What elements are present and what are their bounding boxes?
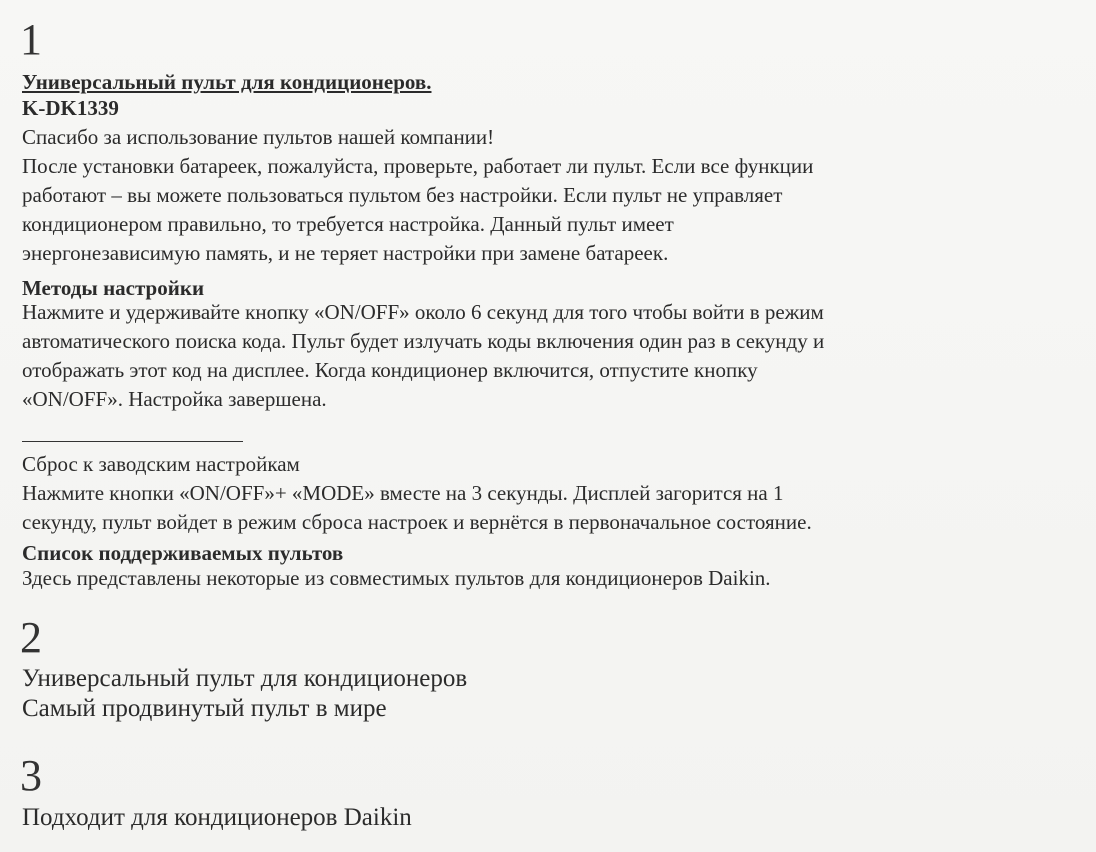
section-number-3: 3 xyxy=(20,751,42,800)
section2-text xyxy=(22,664,467,724)
section-number-2: 2 xyxy=(20,613,42,662)
document-title: Универсальный пульт для кондиционеров. xyxy=(22,70,432,94)
divider-line xyxy=(22,441,243,442)
section-number-1: 1 xyxy=(20,15,42,64)
section3-line1: Подходит для кондиционеров Daikin xyxy=(22,804,412,831)
intro-line: кондиционером правильно, то требуется настройка. Данный пульт имеет xyxy=(22,212,674,236)
supported-line: Здесь представлены некоторые из совместимых пультов для кондиционеров Daikin. xyxy=(22,566,771,590)
methods-line: отображать этот код на дисплее. Когда кондиционер включится, отпустите кнопку xyxy=(22,358,758,382)
model-number: K-DK1339 xyxy=(22,96,119,120)
methods-line: «ON/OFF». Настройка завершена. xyxy=(22,387,327,411)
intro-line: Спасибо за использование пультов нашей компании! xyxy=(22,125,495,149)
reset-line: Нажмите кнопки «ON/OFF»+ «MODE» вместе на 3 секунды. Дисплей загорится на 1 xyxy=(22,481,784,505)
intro-line: энергонезависимую память, и не теряет настройки при замене батареек. xyxy=(22,241,669,265)
reset-paragraph xyxy=(22,479,812,537)
methods-heading: Методы настройки xyxy=(22,276,205,300)
intro-paragraph xyxy=(22,123,813,268)
section2-line1: Универсальный пульт для кондиционеров xyxy=(22,665,468,692)
intro-line: работают – вы можете пользоваться пультом без настройки. Если пульт не управляет xyxy=(22,183,783,207)
methods-paragraph xyxy=(22,298,824,414)
reset-heading: Сброс к заводским настройкам xyxy=(22,452,300,476)
section2-line2: Самый продвинутый пульт в мире xyxy=(22,695,387,722)
supported-heading: Список поддерживаемых пультов xyxy=(22,541,344,565)
intro-line: После установки батареек, пожалуйста, проверьте, работает ли пульт. Если все функции xyxy=(22,154,814,178)
methods-line: Нажмите и удерживайте кнопку «ON/OFF» около 6 секунд для того чтобы войти в режим xyxy=(22,300,824,324)
methods-line: автоматического поиска кода. Пульт будет излучать коды включения один раз в секунду и xyxy=(22,329,825,353)
reset-line: секунду, пульт войдет в режим сброса настроек и вернётся в первоначальное состояние. xyxy=(22,510,812,534)
